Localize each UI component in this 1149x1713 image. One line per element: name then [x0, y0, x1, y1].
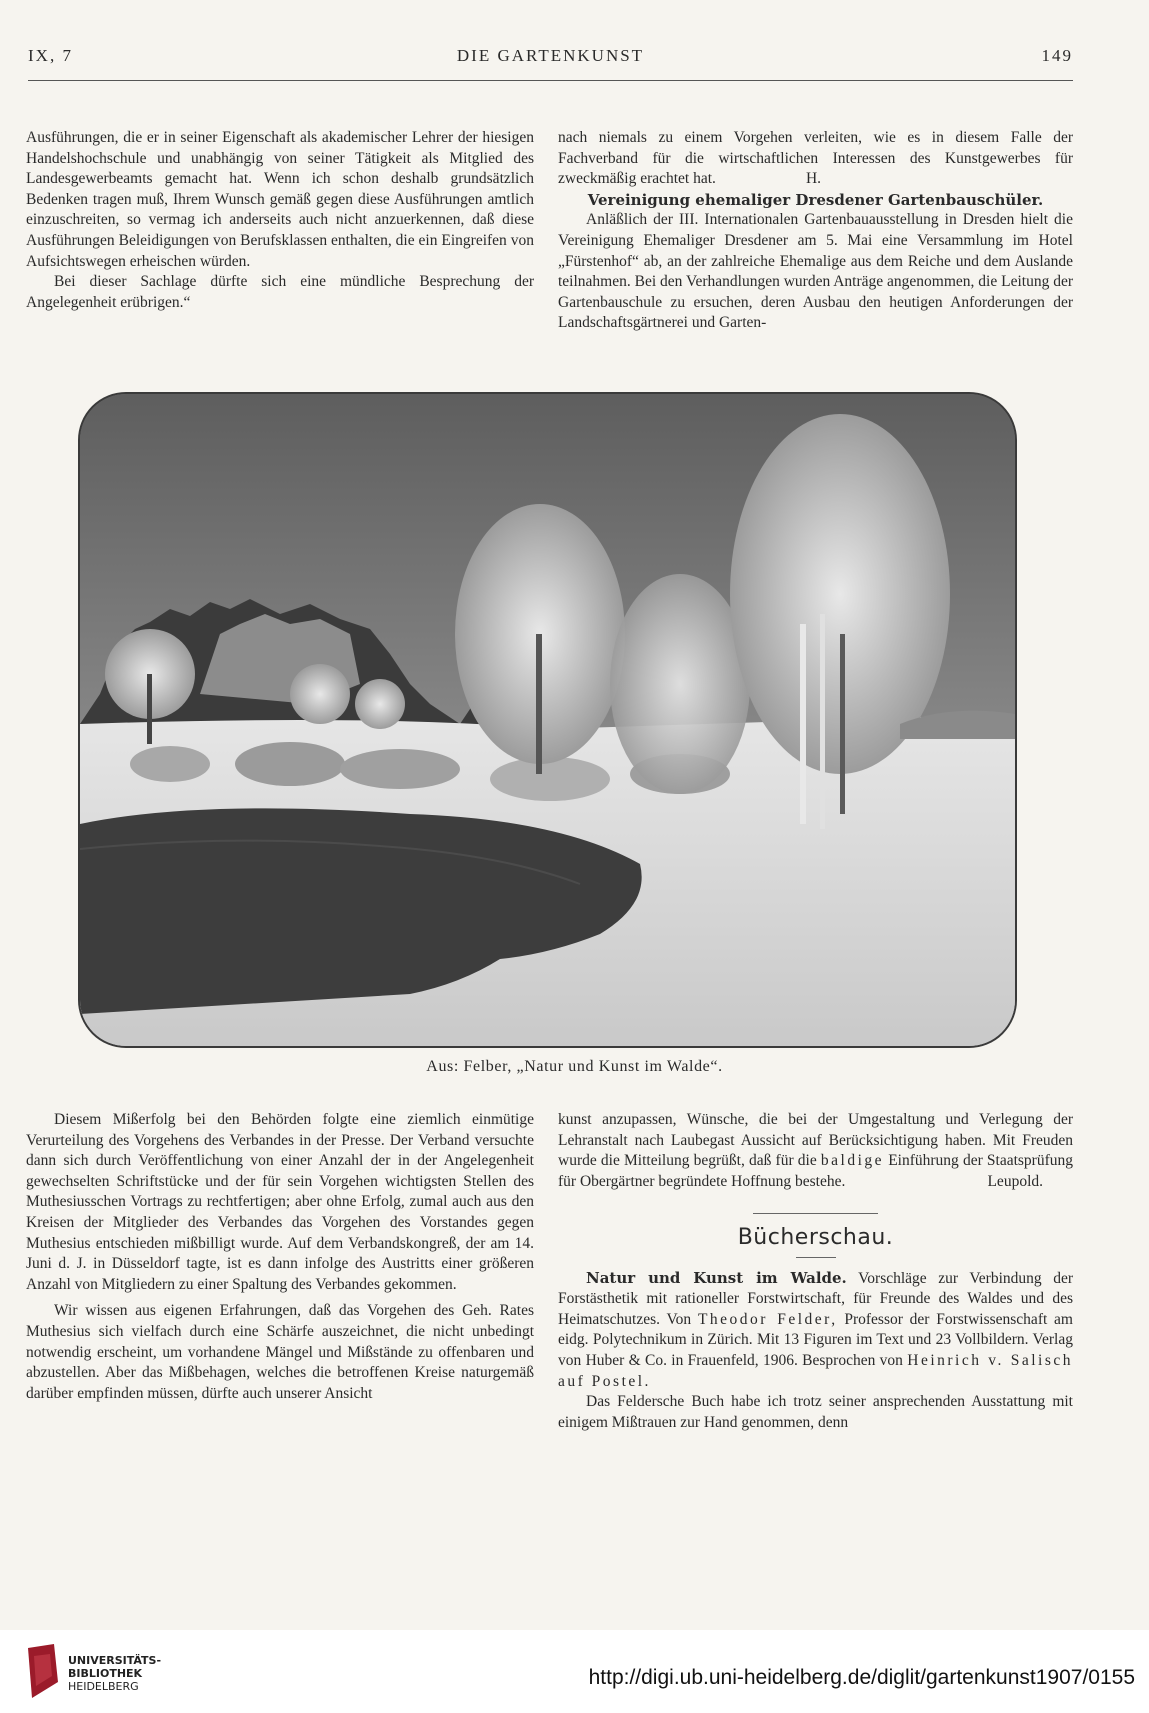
paragraph: nach niemals zu einem Vorgehen verleiten, wie es in diesem Falle der Fachverband für die wirtschaftlichen Interessen des Kunstgewerbes für zweckmäßig erachtet hat. H. — [558, 129, 1073, 188]
paragraph: Anläßlich der III. Internationalen Gartenbauausstellung in Dresden hielt die Vereinigung Ehemaliger Dresdener am 5. Mai eine Versammlung im Hotel „Fürstenhof“ ab, an der zahlreiche Ehemalige aus dem Reiche und dem Auslande teilnahmen. Bei den Verhandlungen wurden Anträge angenommen, die Leitung der Gartenbauschule zu ersuchen, deren Ausbau den heutigen Anforderungen der Landschaftsgärtnerei und Garten- — [558, 211, 1073, 332]
column-top-left — [26, 128, 534, 313]
column-bottom-left — [26, 1110, 534, 1404]
paragraph: Das Feldersche Buch habe ich trotz seiner ansprechenden Ausstattung mit einigem Mißtrauen zur Hand genommen, denn — [558, 1393, 1073, 1431]
library-name: UNIVERSITÄTS- BIBLIOTHEK HEIDELBERG — [68, 1654, 162, 1693]
page-number: 149 — [1041, 46, 1073, 65]
column-bottom-right — [558, 1110, 1073, 1433]
header-rule — [28, 80, 1073, 81]
paragraph: Ausführungen, die er in seiner Eigenschaft als akademischer Lehrer der hiesigen Handelshochschule und unabhängig von seiner Tätigkeit als Mitglied des Landesgewerbeamts gemacht hat. Wenn ich schon deshalb grundsätzlich Bedenken tragen muß, Ihrem Wunsch gemäß gegen diese Ausführungen amtlich einzuschreiten, so vermag ich anderseits auch nicht anzuerkennen, daß diese Ausführungen Beleidigungen von Berufsklassen enthalten, die ein Eingreifen von Aufsichtswegen erheischen würden. — [26, 129, 534, 270]
paragraph: Bei dieser Sachlage dürfte sich eine mündliche Besprechung der Angelegenheit erübrigen.“ — [26, 273, 534, 311]
journal-title: DIE GARTENKUNST — [456, 46, 645, 65]
section-title: Bücherschau. — [737, 1224, 894, 1250]
winter-landscape-photo — [78, 392, 1017, 1048]
column-top-right — [558, 128, 1073, 334]
title-divider — [796, 1257, 836, 1258]
book-review-entry: Natur und Kunst im Walde. Vorschläge zur Verbindung der Forstästhetik mit rationeller Forstwirtschaft, für Freunde des Waldes und des Heimatschutzes. Von Theodor Felder, Professor der Forstwissenschaft am eidg. Polytechnikum in Zürich. Mit 13 Figuren im Text und 23 Vollbildern. Verlag von Huber & Co. in Frauenfeld, 1906. Besprochen von Heinrich v. Salisch auf Postel. — [558, 1268, 1074, 1390]
reviewer: Heinrich v. Salisch auf Postel. — [558, 1351, 1074, 1390]
section-divider — [753, 1213, 878, 1214]
paragraph: Wir wissen aus eigenen Erfahrungen, daß das Vorgehen des Geh. Rates Muthesius sich vielfach durch eine Schärfe auszeichnet, die nicht unbedingt notwendig erscheint, um vorhandene Mängel und Mißstände zu offenbaren und abzustellen. Aber das Mißbehagen, welches die betroffenen Kreise naturgemäß darüber empfinden müssen, dürfte auch unserer Ansicht — [26, 1302, 534, 1402]
library-logo-icon — [24, 1642, 62, 1702]
signature: H. — [805, 170, 822, 188]
library-footer — [0, 1630, 1149, 1713]
book-title: Natur und Kunst im Walde. — [586, 1268, 847, 1287]
volume-issue: IX, 7 — [28, 46, 73, 65]
paragraph: kunst anzupassen, Wünsche, die bei der Umgestaltung und Verlegung der Lehranstalt nach Laubegast Aussicht auf Berücksichtigung haben. Mit Freuden wurde die Mitteilung begrüßt, daß für die baldige Einführung der Staatsprüfung für Obergärtner begründete Hoffnung bestehe. — [558, 1111, 1074, 1190]
running-header — [28, 46, 1073, 70]
source-url-link[interactable]: http://digi.ub.uni-heidelberg.de/diglit/gartenkunst1907/0155 — [588, 1666, 1135, 1689]
figure-caption: Aus: Felber, „Natur und Kunst im Walde“. — [426, 1058, 723, 1075]
author: Theodor Felder, — [697, 1310, 838, 1328]
section-heading: Vereinigung ehemaliger Dresdener Gartenbauschüler. — [587, 190, 1044, 209]
paragraph: Diesem Mißerfolg bei den Behörden folgte eine ziemlich einmütige Verurteilung des Vorgehens des Verbandes in der Presse. Der Verband versuchte dann sich durch Veröffentlichung von einer Anzahl der in der Angelegenheit gewechselten Schriftstücke und der für sein Vorgehen wichtigsten Stellen des Muthesiusschen Vortrags zu rechtfertigen; aber ohne Erfolg, zumal auch aus den Kreisen der Mitglieder des Verbandes das Vorgehen des Vorstandes gegen Muthesius entschieden mißbilligt wurde. Auf dem Verbandskongreß, der am 14. Juni d. J. in Düsseldorf tagte, ist es dann infolge des Austritts einer größeren Anzahl von Mitgliedern zu einer Spaltung des Verbandes gekommen. — [26, 1111, 534, 1293]
signature: Leupold. — [987, 1173, 1043, 1191]
